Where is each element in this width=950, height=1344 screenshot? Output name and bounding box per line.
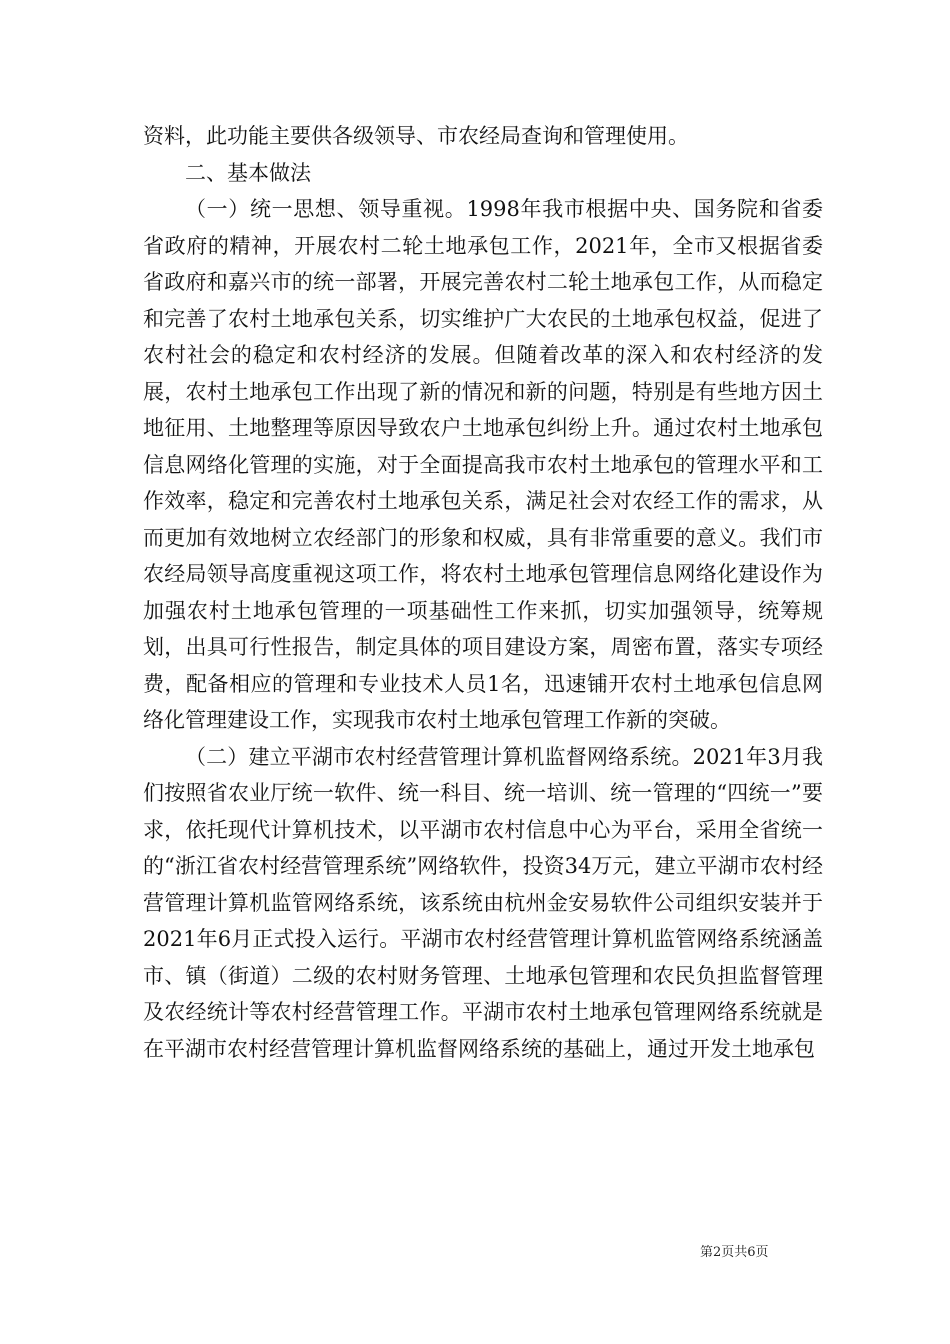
paragraph-continued: 资料，此功能主要供各级领导、市农经局查询和管理使用。	[143, 124, 689, 148]
page-number-footer: 第2页共6页	[700, 1245, 769, 1260]
paragraph-unified-thinking: （一）统一思想、领导重视。1998年我市根据中央、国务院和省委省政府的精神，开展农村二轮土地承包工作，2021年，全市又根据省委省政府和嘉兴市的统一部署，开展完善农村二轮土地承包工作，从而稳定和完善了农村土地承包关系，切实维护广大农民的土地承包权益，促进了农村社会的稳定和农村经济的发展。但随着改革的深入和农村经济的发展，农村土地承包工作出现了新的情况和新的问题，特别是有些地方因土地征用、土地整理等原因导致农户土地承包纠纷上升。通过农村土地承包信息网络化管理的实施，对于全面提高我市农村土地承包的管理水平和工作效率，稳定和完善农村土地承包关系，满足社会对农经工作的需求，从而更加有效地树立农经部门的形象和权威，具有非常重要的意义。我们市农经局领导高度重视这项工作，将农村土地承包管理信息网络化建设作为加强农村土地承包管理的一项基础性工作来抓，切实加强领导，统筹规划，出具可行性报告，制定具体的项目建设方案，周密布置，落实专项经费，配备相应的管理和专业技术人员1名，迅速铺开农村土地承包信息网络化管理建设工作，实现我市农村土地承包管理工作新的突破。	[143, 197, 823, 732]
paragraph-network-system: （二）建立平湖市农村经营管理计算机监督网络系统。2021年3月我们按照省农业厅统一软件、统一科目、统一培训、统一管理的“四统一”要求，依托现代计算机技术，以平湖市农村信息中心为平台，采用全省统一的“浙江省农村经营管理系统”网络软件，投资34万元，建立平湖市农村经营管理计算机监管网络系统，该系统由杭州金安易软件公司组织安装并于2021年6月正式投入运行。平湖市农村经营管理计算机监管网络系统涵盖市、镇（街道）二级的农村财务管理、土地承包管理和农民负担监督管理及农经统计等农村经营管理工作。平湖市农村土地承包管理网络系统就是在平湖市农村经营管理计算机监督网络系统的基础上，通过开发土地承包	[143, 744, 823, 1061]
section-heading: 二、基本做法	[185, 160, 311, 185]
document-body	[143, 118, 823, 1067]
